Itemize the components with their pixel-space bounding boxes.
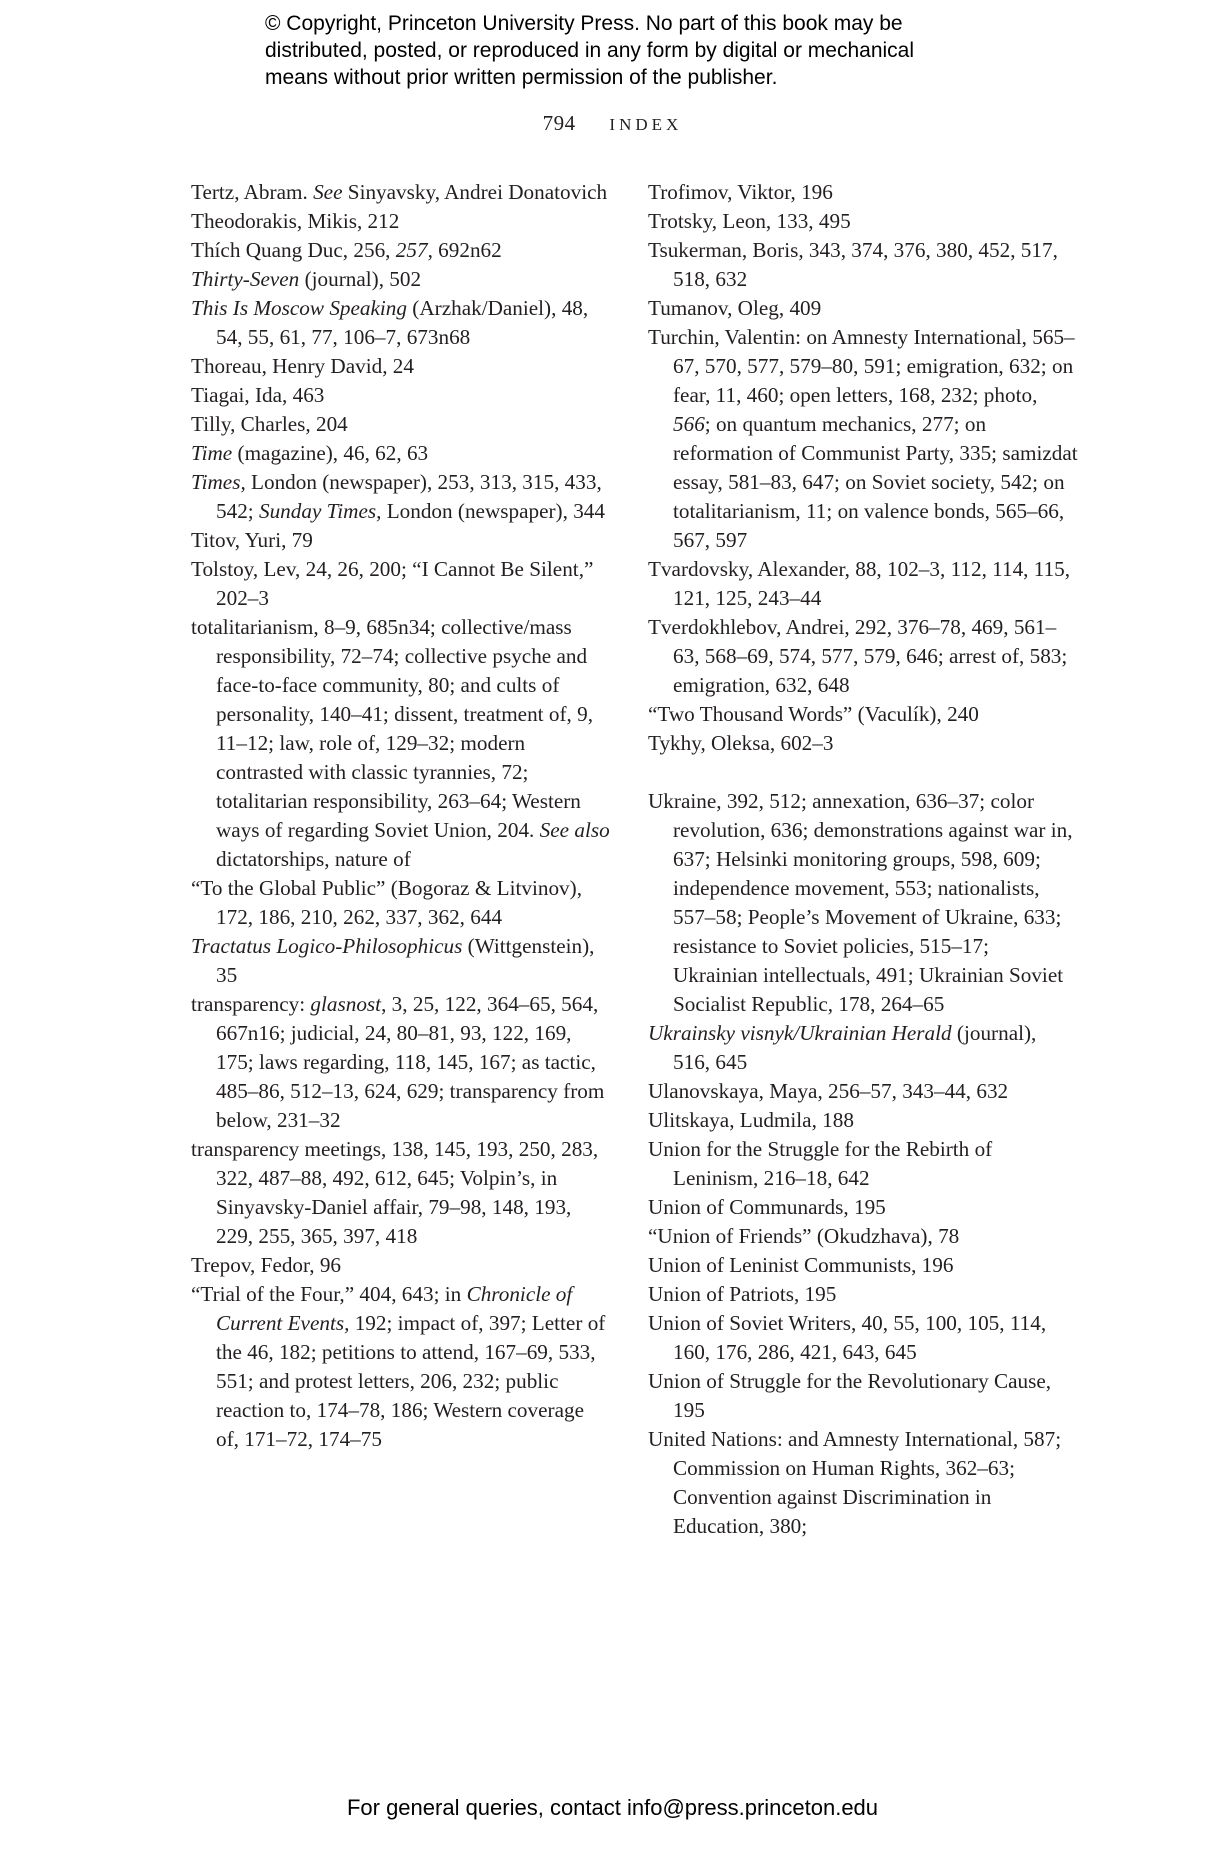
copyright-line: distributed, posted, or reproduced in any form by digital or mechanical bbox=[265, 39, 915, 62]
index-entry-italic-text: glasnost bbox=[310, 992, 382, 1016]
index-entry bbox=[648, 555, 1078, 613]
index-entry bbox=[191, 1280, 611, 1454]
index-entry-text: ; on quantum mechanics, 277; on reformation of Communist Party, 335; samizdat essay, 581–83, 647; on Soviet society, 542; on totalitarianism, 11; on valence bonds, 565–66, 567, 597 bbox=[673, 412, 1083, 552]
index-entry-text: Union of Communards, 195 bbox=[648, 1195, 886, 1219]
index-entry bbox=[191, 932, 611, 990]
index-entry bbox=[191, 352, 611, 381]
index-entry-italic-text: Tractatus Logico-Philosophicus bbox=[191, 934, 463, 958]
index-entry-text: Turchin, Valentin: on Amnesty International, 565–67, 570, 577, 579–80, 591; emigration, 632; on fear, 11, 460; open letters, 168, 232; photo, bbox=[648, 325, 1079, 407]
index-entry-text: , 3, 25, 122, 364–65, 564, 667n16; judicial, 24, 80–81, 93, 122, 169, 175; laws regarding, 118, 145, 167; as tactic, 485–86, 512–13, 624, 629; transparency from below, 231–32 bbox=[216, 992, 610, 1132]
index-entry-text: Tverdokhlebov, Andrei, 292, 376–78, 469, 561–63, 568–69, 574, 577, 579, 646; arrest of, 583; emigration, 632, 648 bbox=[648, 615, 1073, 697]
page-number: 794 bbox=[542, 111, 576, 135]
index-entry-text: Theodorakis, Mikis, 212 bbox=[191, 209, 400, 233]
index-entry-text: Tykhy, Oleksa, 602–3 bbox=[648, 731, 834, 755]
index-entry-text: Ulitskaya, Ludmila, 188 bbox=[648, 1108, 854, 1132]
index-entry bbox=[648, 613, 1078, 700]
index-entry-text: (Arzhak/Daniel), 48, 54, 55, 61, 77, 106–7, 673n68 bbox=[216, 296, 594, 349]
index-entry bbox=[648, 1193, 1078, 1222]
index-entry-italic-text: Thirty-Seven bbox=[191, 267, 300, 291]
running-head bbox=[0, 111, 1225, 136]
index-entry-text: Trepov, Fedor, 96 bbox=[191, 1253, 342, 1277]
index-entry bbox=[191, 990, 611, 1135]
index-entry bbox=[648, 1280, 1078, 1309]
copyright-notice bbox=[265, 10, 1025, 91]
index-entry-text: Trotsky, Leon, 133, 495 bbox=[648, 209, 851, 233]
index-entry-text: Tumanov, Oleg, 409 bbox=[648, 296, 822, 320]
index-column-left bbox=[191, 178, 615, 1454]
index-entry bbox=[191, 1251, 611, 1280]
index-entry bbox=[648, 1019, 1078, 1077]
index-entry-text: Union for the Struggle for the Rebirth of Leninism, 216–18, 642 bbox=[648, 1137, 998, 1190]
index-entry-text: Tiagai, Ida, 463 bbox=[191, 383, 325, 407]
index-entry-text: Ukraine, 392, 512; annexation, 636–37; color revolution, 636; demonstrations against war in, 637; Helsinki monitoring groups, 598, 609; independence movement, 553; nationalists, 557–58; People’s Movement of Ukraine, 633; resistance to Soviet policies, 515–17; Ukrainian intellectuals, 491; Ukrainian Soviet Socialist Republic, 178, 264–65 bbox=[648, 789, 1078, 1016]
index-entry-text: Tilly, Charles, 204 bbox=[191, 412, 348, 436]
index-entry bbox=[648, 178, 1078, 207]
index-entry bbox=[191, 439, 611, 468]
index-entry-text: “Two Thousand Words” (Vaculík), 240 bbox=[648, 702, 979, 726]
index-entry-text: United Nations: and Amnesty International, 587; Commission on Human Rights, 362–63; Convention against Discrimination in Education, 380; bbox=[648, 1427, 1067, 1538]
index-entry-text: London (newspaper), 344 bbox=[381, 499, 605, 523]
index-entry-text: Tvardovsky, Alexander, 88, 102–3, 112, 114, 115, 121, 125, 243–44 bbox=[648, 557, 1076, 610]
index-entry bbox=[191, 526, 611, 555]
index-entry-text: (journal), 516, 645 bbox=[673, 1021, 1042, 1074]
index-entry-text: (journal), 502 bbox=[299, 267, 422, 291]
index-entry bbox=[191, 555, 611, 613]
index-entry bbox=[191, 613, 615, 874]
index-entry-text: Tertz, Abram. bbox=[191, 180, 314, 204]
index-entry bbox=[648, 787, 1078, 1019]
index-entry-italic-text: This Is Moscow Speaking bbox=[191, 296, 407, 320]
index-entry bbox=[191, 410, 611, 439]
index-entry-text: “Union of Friends” (Okudzhava), 78 bbox=[648, 1224, 960, 1248]
index-entry-text: , 692n62 bbox=[427, 238, 502, 262]
index-entry-text: totalitarianism, 8–9, 685n34; collective/mass responsibility, 72–74; collective psyche and face-to-face community, 80; and cults of personality, 140–41; dissent, treatment of, 9, 11–12; law, role of, 129–32; modern contrasted with classic tyrannies, 72; totalitarian responsibility, 263–64; Western ways of regarding Soviet Union, 204. bbox=[191, 615, 599, 842]
index-entry bbox=[648, 1106, 1078, 1135]
index-entry bbox=[648, 207, 1078, 236]
index-entry-text: Union of Leninist Communists, 196 bbox=[648, 1253, 954, 1277]
index-entry bbox=[648, 1251, 1078, 1280]
index-entry bbox=[648, 236, 1078, 294]
index-entry-text: Tolstoy, Lev, 24, 26, 200; “I Cannot Be Silent,” 202–3 bbox=[191, 557, 599, 610]
index-entry-italic-text: Chronicle of Current Events, bbox=[216, 1282, 578, 1335]
index-entry bbox=[648, 294, 1078, 323]
index-entry-text: “To the Global Public” (Bogoraz & Litvinov), 172, 186, 210, 262, 337, 362, 644 bbox=[191, 876, 588, 929]
index-entry-text: (magazine), 46, 62, 63 bbox=[232, 441, 429, 465]
index-entry bbox=[191, 381, 611, 410]
index-entry bbox=[648, 729, 1078, 758]
index-entry-text: (Wittgenstein), 35 bbox=[216, 934, 600, 987]
index-entry-text: Tsukerman, Boris, 343, 374, 376, 380, 452, 517, 518, 632 bbox=[648, 238, 1064, 291]
index-entry bbox=[191, 874, 611, 932]
copyright-line: means without prior written permission of the publisher. bbox=[265, 66, 778, 89]
index-entry bbox=[648, 700, 1078, 729]
index-entry-italic-text: See bbox=[313, 180, 343, 204]
index-entry bbox=[648, 1077, 1078, 1106]
index-entry-text: Thoreau, Henry David, 24 bbox=[191, 354, 414, 378]
index-entry-text: Union of Struggle for the Revolutionary Cause, 195 bbox=[648, 1369, 1057, 1422]
index-entry-italic-text: See also bbox=[539, 818, 610, 842]
index-entry-text: transparency: bbox=[191, 992, 311, 1016]
index-entry bbox=[191, 265, 611, 294]
index-entry-text: 192; impact of, 397; Letter of the 46, 182; petitions to attend, 167–69, 533, 551; and protest letters, 206, 232; public reaction to, 174–78, 186; Western coverage of, 171–72, 174–75 bbox=[216, 1311, 611, 1451]
index-entry-text: London (newspaper), 253, 313, 315, 433, 542; bbox=[216, 470, 608, 523]
index-entry bbox=[191, 468, 611, 526]
index-entry-text: Titov, Yuri, 79 bbox=[191, 528, 313, 552]
index-entry bbox=[191, 207, 611, 236]
index-entry bbox=[648, 1222, 1078, 1251]
index-entry bbox=[191, 294, 611, 352]
index-entry bbox=[191, 178, 611, 207]
index-entry bbox=[191, 236, 611, 265]
index-entry bbox=[648, 1309, 1078, 1367]
index-entry bbox=[648, 323, 1083, 555]
index-entry-italic-text: 566 bbox=[673, 412, 705, 436]
index-entry-italic-text: Sunday Times, bbox=[258, 499, 382, 523]
index-entry-italic-text: 257 bbox=[395, 238, 428, 262]
index-entry-text: dictatorships, nature of bbox=[216, 818, 615, 871]
index-entry-italic-text: Time bbox=[191, 441, 233, 465]
index-entry-text: Sinyavsky, Andrei Donatovich bbox=[342, 180, 608, 204]
index-entry-italic-text: Times, bbox=[191, 470, 246, 494]
section-title: INDEX bbox=[609, 115, 683, 134]
index-entry-text: Trofimov, Viktor, 196 bbox=[648, 180, 833, 204]
index-entry-text: Thích Quang Duc, 256, bbox=[191, 238, 396, 262]
index-entry-text: Union of Patriots, 195 bbox=[648, 1282, 837, 1306]
index-entry-text: Ulanovskaya, Maya, 256–57, 343–44, 632 bbox=[648, 1079, 1009, 1103]
index-entry-italic-text: Ukrainsky visnyk/Ukrainian Herald bbox=[648, 1021, 952, 1045]
letter-section-gap bbox=[648, 758, 1078, 787]
index-entry-text: “Trial of the Four,” 404, 643; in bbox=[191, 1282, 467, 1306]
index-entry bbox=[191, 1135, 611, 1251]
copyright-line: © Copyright, Princeton University Press. No part of this book may be bbox=[265, 12, 903, 35]
index-entry-text: Union of Soviet Writers, 40, 55, 100, 105, 114, 160, 176, 286, 421, 643, 645 bbox=[648, 1311, 1052, 1364]
index-entry bbox=[648, 1135, 1078, 1193]
index-entry bbox=[648, 1425, 1078, 1541]
index-entry-text: transparency meetings, 138, 145, 193, 250, 283, 322, 487–88, 492, 612, 645; Volpin’s, in Sinyavsky-Daniel affair, 79–98, 148, 193, 229, 255, 365, 397, 418 bbox=[191, 1137, 604, 1248]
index-column-right bbox=[648, 178, 1083, 1541]
index-entry bbox=[648, 1367, 1078, 1425]
footer-contact: For general queries, contact info@press.princeton.edu bbox=[346, 1795, 879, 1820]
